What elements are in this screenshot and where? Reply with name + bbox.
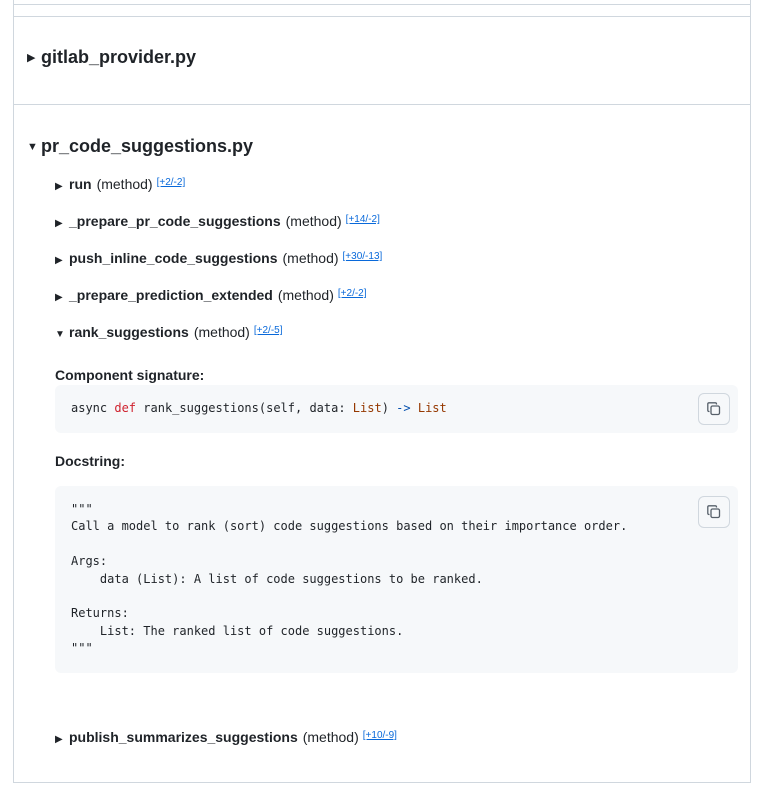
triangle-right-icon: ▶: [55, 255, 63, 266]
method-name: push_inline_code_suggestions: [69, 250, 278, 266]
signature-code-block: [55, 385, 738, 433]
diff-link[interactable]: [+2/-2]: [156, 177, 186, 188]
triangle-right-icon: ▶: [55, 181, 63, 192]
docstring-label: Docstring:: [55, 453, 125, 469]
diff-link[interactable]: [+10/-9]: [362, 730, 397, 741]
method-name: _prepare_pr_code_suggestions: [69, 213, 281, 229]
method-kind: (method): [277, 287, 334, 303]
method-toggle-prepare-prediction-extended[interactable]: [55, 287, 367, 303]
triangle-down-icon: ▼: [55, 329, 65, 340]
copy-docstring-button[interactable]: [698, 496, 730, 528]
copy-icon: [706, 504, 722, 520]
method-name: rank_suggestions: [69, 324, 189, 340]
method-kind: (method): [285, 213, 342, 229]
method-kind: (method): [96, 176, 153, 192]
copy-signature-button[interactable]: [698, 393, 730, 425]
signature-label: Component signature:: [55, 367, 205, 383]
method-name: publish_summarizes_suggestions: [69, 729, 298, 745]
file-name: pr_code_suggestions.py: [41, 136, 254, 156]
method-toggle-rank-suggestions[interactable]: [55, 324, 283, 340]
method-toggle-prepare-pr-code-suggestions[interactable]: [55, 213, 380, 229]
triangle-down-icon: ▼: [27, 140, 38, 153]
triangle-right-icon: ▶: [55, 734, 63, 745]
triangle-right-icon: ▶: [27, 52, 36, 64]
method-toggle-publish-summarizes-suggestions[interactable]: [55, 729, 397, 745]
diff-link[interactable]: [+14/-2]: [345, 214, 380, 225]
file-panel-pr-code-suggestions: [13, 104, 751, 770]
triangle-right-icon: ▶: [55, 292, 63, 303]
method-name: _prepare_prediction_extended: [69, 287, 273, 303]
diff-link[interactable]: [+2/-2]: [337, 288, 367, 299]
method-toggle-push-inline-code-suggestions[interactable]: [55, 250, 382, 266]
file-toggle-gitlab-provider[interactable]: [27, 47, 196, 68]
method-name: run: [69, 176, 92, 192]
method-kind: (method): [282, 250, 339, 266]
file-panel-gitlab: [13, 16, 751, 93]
copy-icon: [706, 401, 722, 417]
signature-code: async def rank_suggestions(self, data: List) -> List: [71, 401, 447, 415]
docstring-code-block: [55, 486, 738, 673]
method-toggle-run[interactable]: [55, 176, 185, 192]
diff-link[interactable]: [+30/-13]: [342, 251, 383, 262]
triangle-right-icon: ▶: [55, 218, 63, 229]
next-panel-edge: [13, 769, 751, 783]
method-kind: (method): [193, 324, 250, 340]
docstring-code: """ Call a model to rank (sort) code suggestions based on their importance order. Args: data (List): A list of code suggestions to be ranked. Returns: List: The ranked list of code suggestions. """: [71, 502, 628, 656]
file-toggle-pr-code-suggestions[interactable]: [27, 136, 253, 157]
previous-panel-edge: [13, 0, 751, 17]
method-kind: (method): [302, 729, 359, 745]
file-name: gitlab_provider.py: [41, 47, 197, 67]
diff-link[interactable]: [+2/-5]: [253, 325, 283, 336]
